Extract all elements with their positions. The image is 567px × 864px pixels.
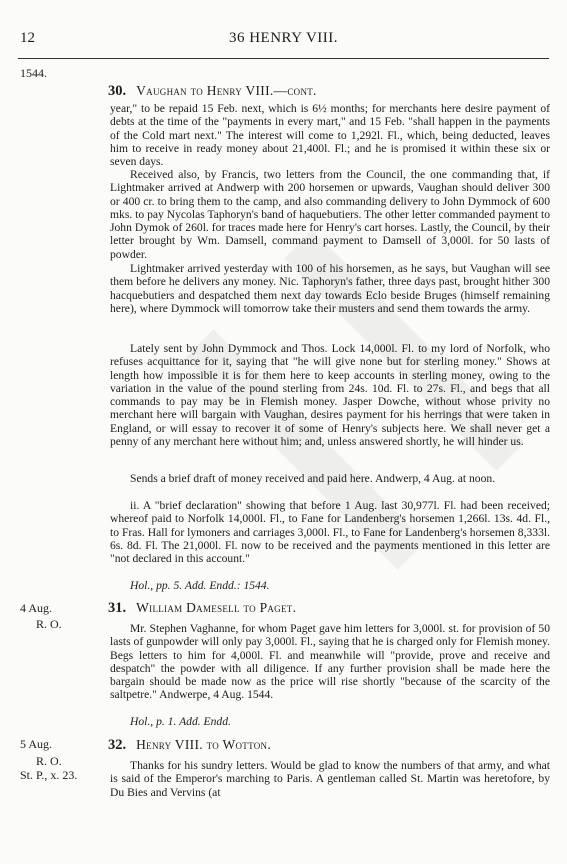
entry-31-source: Hol., p. 1. Add. Endd. xyxy=(130,715,231,728)
entry-30-para-3: Lightmaker arrived yesterday with 100 of his horsemen, as he says, but Vaughan will see them before he delivers any money. Nic. Taphoryn's father, three days past, brought hither 300 hacquebutiers and despatched them next day towards Eclo beside Bruges (himself remaining here), where Dymmock will tomorrow take their musters and send them towards the army. xyxy=(110,262,550,315)
entry-32-para-1: Thanks for his sundry letters. Would be glad to know the numbers of that army, and what is said of the Emperor's marching to Paris. A gentleman called St. Martin was heretofore, by Du Bies and Vervins (at xyxy=(110,759,550,799)
entry-30-para-5: Sends a brief draft of money received and paid here. Andwerp, 4 Aug. at noon. xyxy=(130,472,496,485)
entry-30-title: Vaughan to Henry VIII.—cont. xyxy=(136,83,317,98)
year-margin: 1544. xyxy=(20,66,47,80)
entry-30-para-2: Received also, by Francis, two letters from the Council, the one commanding that, if Lightmaker arrived at Andwerp with 200 horsemen or upwards, Vaughan should deliver 300 or 400 cr. to bring them to the camp, and also commanding delivery to John Dymmock of 600 mks. to pay Nycolas Taphoryn's band of haquebutiers. The other letter commanded payment to John Dymok of 260l. for traces made here for Henry's cart horses. Lastly, the Council, by their letter brought by Wm. Damsell, command payment to Damsell of 3,000l. for 50 lasts of powder. xyxy=(110,168,550,261)
entry-31-number: 31. xyxy=(108,600,127,616)
running-title: 36 HENRY VIII. xyxy=(228,30,339,46)
entry-31-heading xyxy=(108,600,296,617)
entry-32-date: 5 Aug. xyxy=(20,737,53,751)
entry-32-title: Henry VIII. to Wotton. xyxy=(136,737,272,752)
entry-30-para-4: Lately sent by John Dymmock and Thos. Lock 14,000l. Fl. to my lord of Norfolk, who refuses acquittance for it, saying that "he will give none but for sterling money." Shows at length how impossible it is for them here to keep accounts in sterling money, owing to the variation in the value of the pound sterling from 24s. 10d. Fl. to 27s. Fl., and begs that all commands to pay may be in Flemish money. Jasper Dowche, without whose privity no merchant here will bargain with Vaughan, desires payment for his herrings that were taken in England, or will essay to recover it of some of Henry's subjects here. We shall never get a penny of any merchant here without him; and, unless answered shortly, he will hinder us. xyxy=(110,342,550,449)
entry-30-heading xyxy=(108,83,317,100)
header-rule xyxy=(18,58,549,59)
entry-32-heading xyxy=(108,737,271,754)
entry-31-para-1: Mr. Stephen Vaghanne, for whom Paget gave him letters for 3,000l. st. for provision of 50 lasts of gunpowder will only pay 3,000l. Fl., saying that he is charged only for Flemish money. Begs letters to him for 4,000l. Fl. and meanwhile will "provide, prove and receive and despatch" the powder with all diligence. If any further provision shall be made here the bargain should be made now as the price will rise shortly "because of the scarcity of the saltpetre." Andwerpe, 4 Aug. 1544. xyxy=(110,622,550,702)
entry-30-para-6: ii. A "brief declaration" showing that before 1 Aug. last 30,977l. Fl. had been received; whereof paid to Norfolk 14,000l. Fl., to Fane for Landenberg's horsemen 1,266l. 13s. 4d. Fl., to Fras. Hall for lymoners and carriages 3,000l. Fl., to Fane for Landenberg's horsemen 8,333l. 6s. 8d. Fl. The 21,000l. Fl. now to be received and the payments mentioned in this letter are "not declared in this account." xyxy=(110,499,550,566)
entry-32-ref-2: St. P., x. 23. xyxy=(20,768,78,782)
entry-31-title: William Damesell to Paget. xyxy=(136,600,297,615)
entry-31-date: 4 Aug. xyxy=(20,601,53,615)
entry-30-source: Hol., pp. 5. Add. Endd.: 1544. xyxy=(130,579,270,592)
entry-31-ref: R. O. xyxy=(36,617,62,631)
entry-30-para-1: year," to be repaid 15 Feb. next, which is 6½ months; for merchants here desire payment of debts at the time of the "payments in every mart," and 15 Feb. "shall happen in the payments of the Cold mart next." The interest will come to 1,292l. Fl., which, being deducted, leaves him to receive in ready money about 21,400l. Fl.; and he is promised it within these six or seven days. xyxy=(110,102,550,169)
entry-32-ref-1: R. O. xyxy=(36,754,62,768)
entry-32-number: 32. xyxy=(108,737,127,753)
entry-30-number: 30. xyxy=(108,83,127,99)
page-number: 12 xyxy=(20,30,35,46)
